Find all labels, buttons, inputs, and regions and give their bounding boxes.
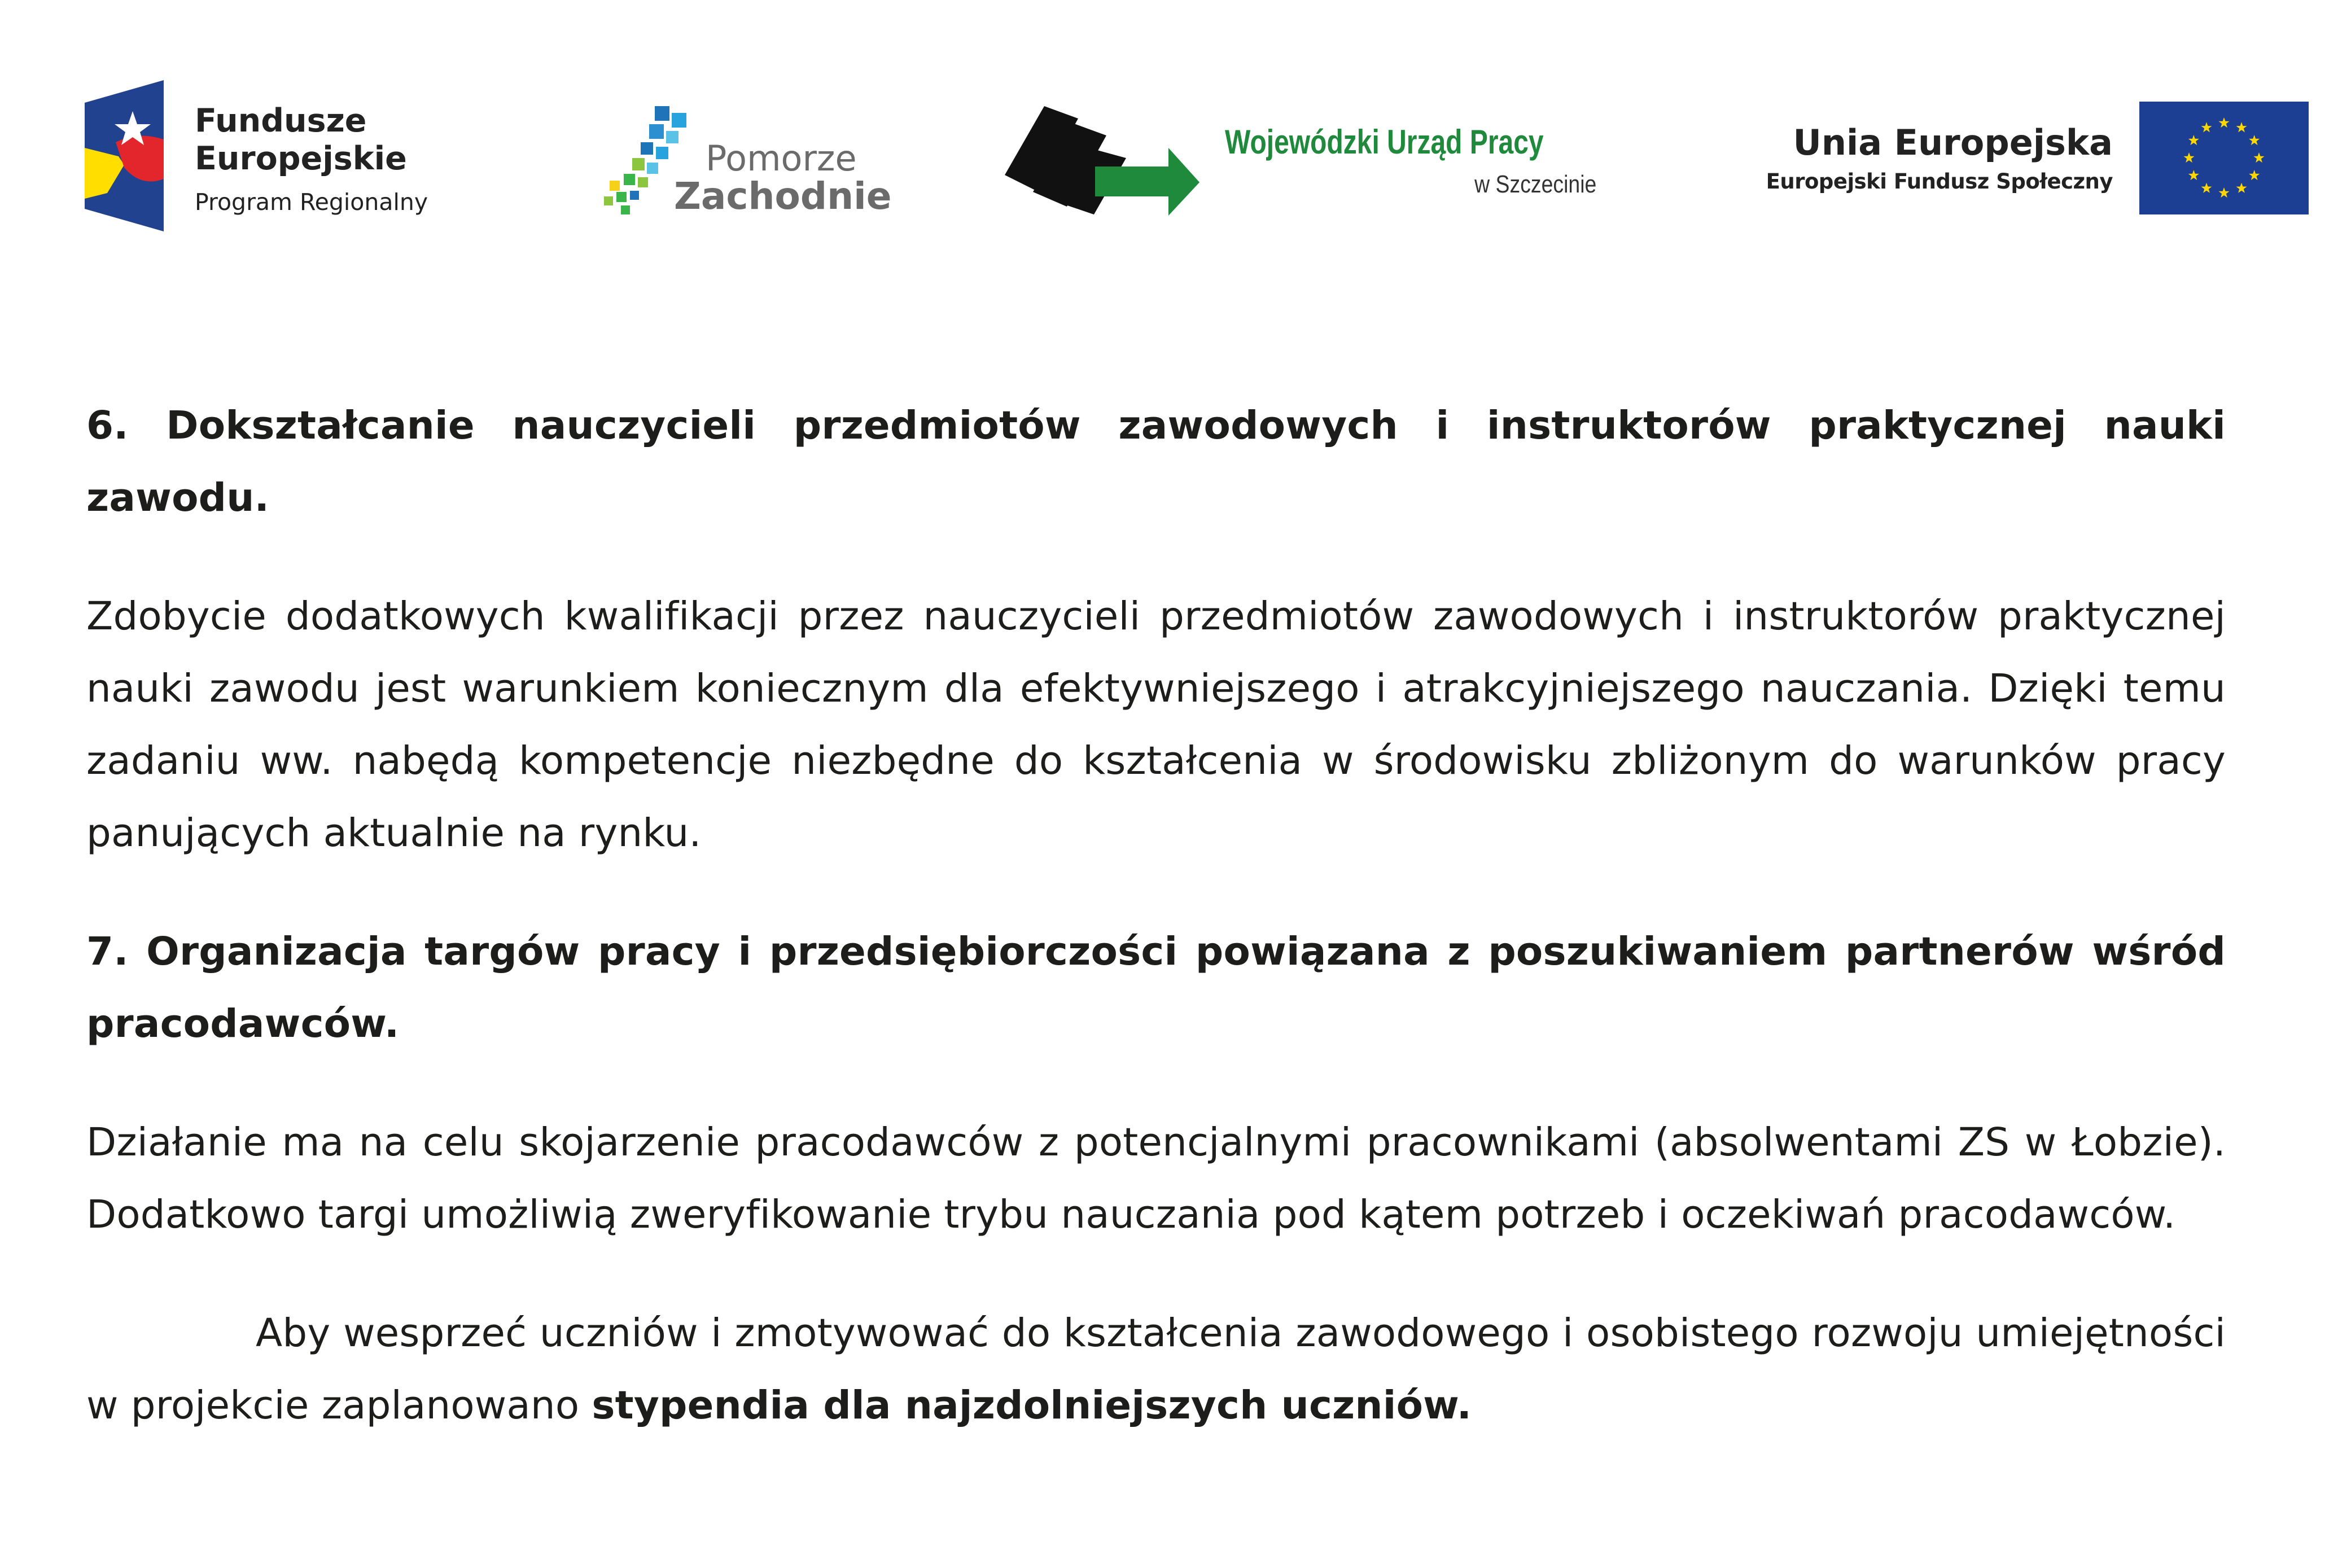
section-7-heading: 7. Organizacja targów pracy i przedsiębiorczości powiązana z poszukiwaniem partnerów wśród pracodawców. xyxy=(86,929,2226,1046)
wup-line1: Wojewódzki Urząd Pracy xyxy=(1225,123,1544,161)
scholarship-bold: stypendia dla najzdolniejszych uczniów. xyxy=(592,1383,1472,1428)
scholarship-paragraph xyxy=(86,1297,2226,1442)
fundusze-line2: Europejskie xyxy=(195,140,407,177)
section-7-paragraph: Działanie ma na celu skojarzenie pracodawców z potencjalnymi pracownikami (absolwentami ZS w Łobzie). Dodatkowo targi umożliwią zweryfikowanie trybu nauczania pod kątem potrzeb i oczekiwań pracodawców. xyxy=(86,1120,2226,1237)
ue-line1: Unia Europejska xyxy=(1793,122,2113,163)
scholarship-text: Aby wesprzeć uczniów i zmotywować do kształcenia zawodowego i osobistego rozwoju umiejętności w projekcie zaplanowano xyxy=(86,1311,2226,1428)
ue-line2: Europejski Fundusz Społeczny xyxy=(1766,169,2113,194)
unia-europejska-logo xyxy=(1722,102,2309,220)
section-6-heading: 6. Dokształcanie nauczycieli przedmiotów zawodowych i instruktorów praktycznej nauki zawodu. xyxy=(86,403,2226,520)
pomorze-line1: Pomorze xyxy=(706,138,857,179)
fundusze-line1: Fundusze xyxy=(195,102,367,139)
fundusze-line3: Program Regionalny xyxy=(195,189,428,216)
pomorze-zachodnie-logo xyxy=(593,102,892,220)
pomorze-line2: Zachodnie xyxy=(674,174,892,218)
fundusze-europejskie-logo xyxy=(85,80,457,231)
section-6-paragraph: Zdobycie dodatkowych kwalifikacji przez nauczycieli przedmiotów zawodowych i instruktorów praktycznej nauki zawodu jest warunkiem koniecznym dla efektywniejszego i atrakcyjniejszego nauczania. Dzięki temu zadaniu ww. nabędą kompetencje niezbędne do kształcenia w środowisku zbliżonym do warunków pracy panujących aktualnie na rynku. xyxy=(86,594,2226,856)
document-body xyxy=(86,389,2226,1442)
fundusze-europejskie-emblem-icon xyxy=(85,80,169,231)
wup-cards-arrow-icon xyxy=(999,96,1202,220)
wup-logo xyxy=(999,96,1609,220)
eu-flag-icon xyxy=(2139,102,2309,214)
wup-line2: w Szczecinie xyxy=(1474,170,1596,198)
